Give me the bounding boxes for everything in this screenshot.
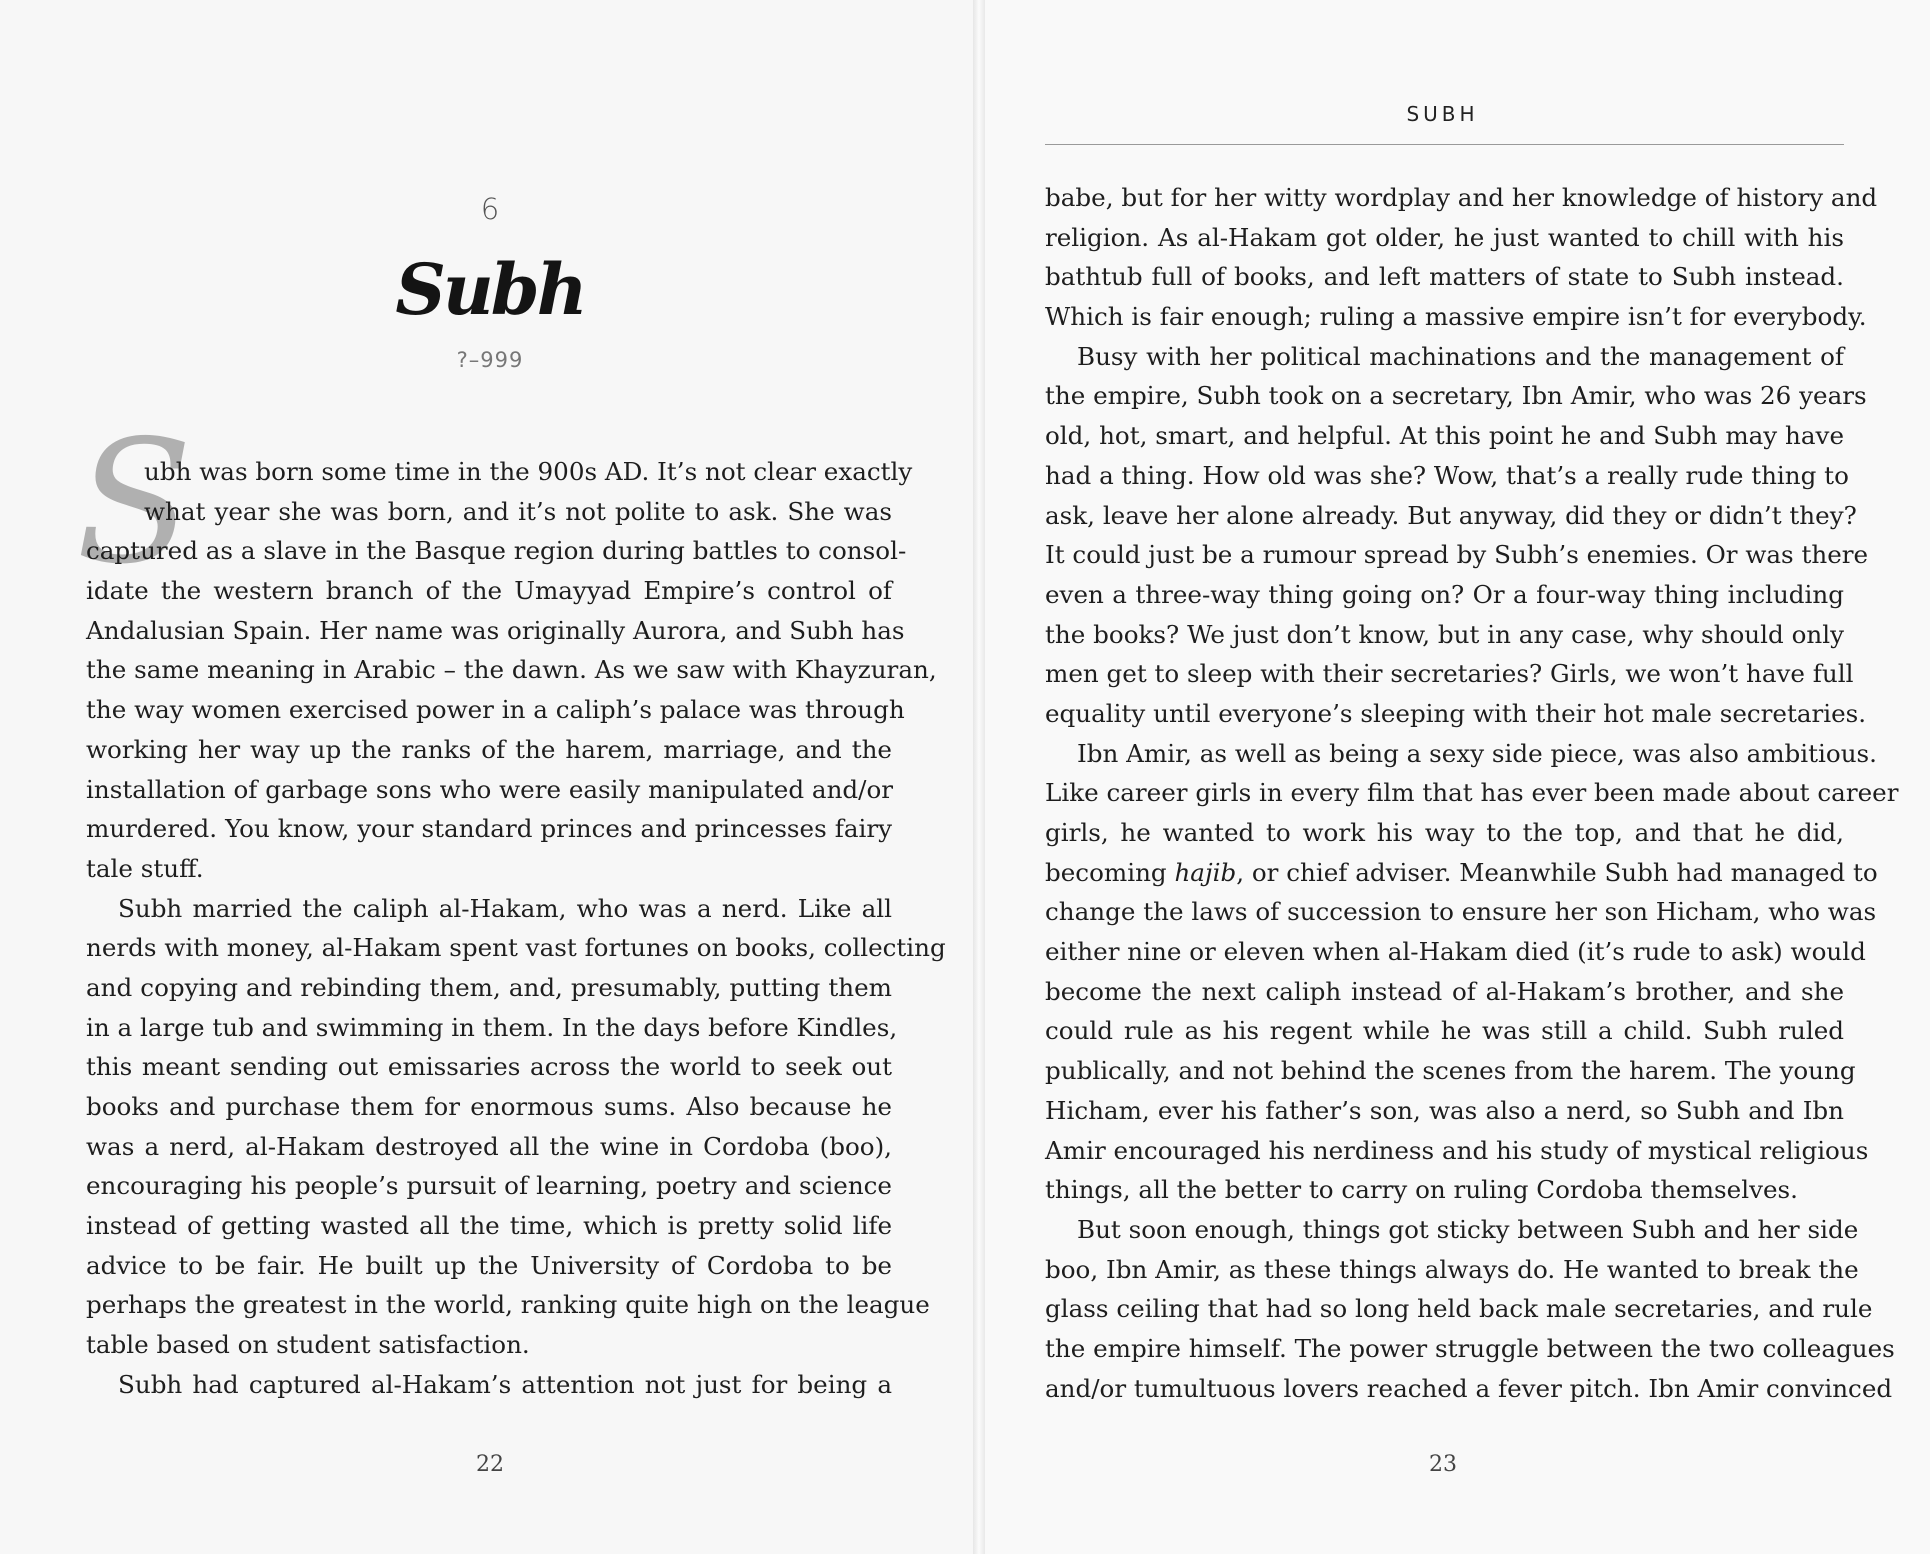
text-line: religion. As al-Hakam got older, he just wanted to chill with his	[1045, 222, 1844, 252]
page-number-left: 22	[476, 1452, 504, 1477]
text-line: murdered. You know, your standard princes and princesses fairy	[86, 814, 892, 844]
text-line: instead of getting wasted all the time, which is pretty solid life	[86, 1211, 892, 1241]
page-number-right: 23	[1429, 1452, 1457, 1477]
text-line: nerds with money, al-Hakam spent vast fortunes on books, collecting	[86, 933, 946, 963]
drop-cap: S	[76, 404, 193, 602]
text-line: babe, but for her witty wordplay and her knowledge of history and	[1045, 183, 1878, 212]
text-line: perhaps the greatest in the world, ranking quite high on the league	[86, 1290, 930, 1320]
text-line: and copying and rebinding them, and, presumably, putting them	[86, 972, 892, 1002]
text-line: Hicham, ever his father’s son, was also a nerd, so Subh and Ibn	[1045, 1095, 1844, 1125]
text-line: equality until everyone’s sleeping with their hot male secretaries.	[1045, 698, 1867, 728]
header-rule	[1045, 144, 1844, 145]
text-line: even a three-way thing going on? Or a four-way thing including	[1045, 579, 1844, 609]
text-line: this meant sending out emissaries across the world to seek out	[86, 1052, 892, 1082]
text-line: publically, and not behind the scenes from the harem. The young	[1045, 1056, 1856, 1086]
text-line: becoming hajib, or chief adviser. Meanwhile Subh had managed to	[1045, 857, 1878, 887]
text-line: working her way up the ranks of the harem, marriage, and the	[86, 734, 892, 764]
text-line: the empire, Subh took on a secretary, Ibn Amir, who was 26 years	[1045, 381, 1867, 411]
chapter-number: 6	[480, 192, 500, 226]
right-body-text	[1045, 178, 1899, 1408]
text-line: Like career girls in every film that has ever been made about career	[1045, 778, 1899, 808]
text-line: Subh married the caliph al-Hakam, who was a nerd. Like all	[118, 893, 892, 923]
chapter-title: Subh	[395, 248, 585, 331]
text-line: books and purchase them for enormous sums. Also because he	[86, 1092, 892, 1121]
chapter-dates: ?–999	[456, 348, 524, 372]
text-line: ubh was born some time in the 900s AD. It’s not clear exactly	[144, 457, 913, 486]
text-line: old, hot, smart, and helpful. At this point he and Subh may have	[1045, 421, 1844, 451]
text-line: the way women exercised power in a caliph’s palace was through	[86, 695, 905, 725]
text-line: table based on student satisfaction.	[86, 1330, 530, 1360]
book-gutter	[973, 0, 985, 1554]
text-line: Ibn Amir, as well as being a sexy side piece, was also ambitious.	[1077, 738, 1877, 768]
text-line: glass ceiling that had so long held back male secretaries, and rule	[1045, 1294, 1873, 1324]
text-line: change the laws of succession to ensure her son Hicham, who was	[1045, 897, 1877, 927]
text-line: Andalusian Spain. Her name was originally Aurora, and Subh has	[86, 615, 905, 645]
text-line: It could just be a rumour spread by Subh’s enemies. Or was there	[1045, 540, 1869, 570]
text-line: girls, he wanted to work his way to the top, and that he did,	[1045, 818, 1844, 847]
text-line: what year she was born, and it’s not polite to ask. She was	[144, 496, 892, 526]
running-head: SUBH	[1406, 102, 1479, 126]
text-line: Amir encouraged his nerdiness and his study of mystical religious	[1045, 1135, 1869, 1165]
text-line: captured as a slave in the Basque region during battles to consol-	[86, 536, 907, 566]
text-line: Subh had captured al-Hakam’s attention not just for being a	[118, 1369, 892, 1399]
text-line: could rule as his regent while he was still a child. Subh ruled	[1045, 1016, 1844, 1046]
text-line: had a thing. How old was she? Wow, that’s a really rude thing to	[1045, 460, 1849, 490]
text-line: the empire himself. The power struggle between the two colleagues	[1045, 1333, 1895, 1363]
text-line: bathtub full of books, and left matters of state to Subh instead.	[1045, 262, 1844, 292]
text-line: the books? We just don’t know, but in any case, why should only	[1045, 619, 1844, 649]
text-line: in a large tub and swimming in them. In the days before Kindles,	[86, 1012, 898, 1042]
text-line: Which is fair enough; ruling a massive empire isn’t for everybody.	[1045, 302, 1867, 332]
text-line: and/or tumultuous lovers reached a fever pitch. Ibn Amir convinced	[1045, 1373, 1893, 1403]
text-line: become the next caliph instead of al-Hakam’s brother, and she	[1045, 976, 1844, 1006]
text-line: idate the western branch of the Umayyad Empire’s control of	[86, 576, 892, 606]
text-line: things, all the better to carry on ruling Cordoba themselves.	[1045, 1175, 1798, 1205]
text-line: But soon enough, things got sticky between Subh and her side	[1077, 1214, 1859, 1244]
text-line: installation of garbage sons who were easily manipulated and/or	[86, 774, 894, 804]
text-line: either nine or eleven when al-Hakam died (it’s rude to ask) would	[1045, 937, 1866, 967]
text-line: the same meaning in Arabic – the dawn. As we saw with Khayzuran,	[86, 655, 937, 685]
text-line: was a nerd, al-Hakam destroyed all the wine in Cordoba (boo),	[86, 1131, 892, 1161]
text-line: Busy with her political machinations and the management of	[1077, 341, 1844, 371]
text-line: boo, Ibn Amir, as these things always do. He wanted to break the	[1045, 1254, 1859, 1284]
text-line: advice to be fair. He built up the University of Cordoba to be	[86, 1250, 892, 1280]
text-line: tale stuff.	[86, 853, 204, 883]
text-line: ask, leave her alone already. But anyway, did they or didn’t they?	[1045, 500, 1857, 530]
left-body-text	[86, 452, 946, 1405]
text-line: encouraging his people’s pursuit of learning, poetry and science	[86, 1171, 892, 1201]
text-line: men get to sleep with their secretaries? Girls, we won’t have full	[1045, 659, 1854, 689]
